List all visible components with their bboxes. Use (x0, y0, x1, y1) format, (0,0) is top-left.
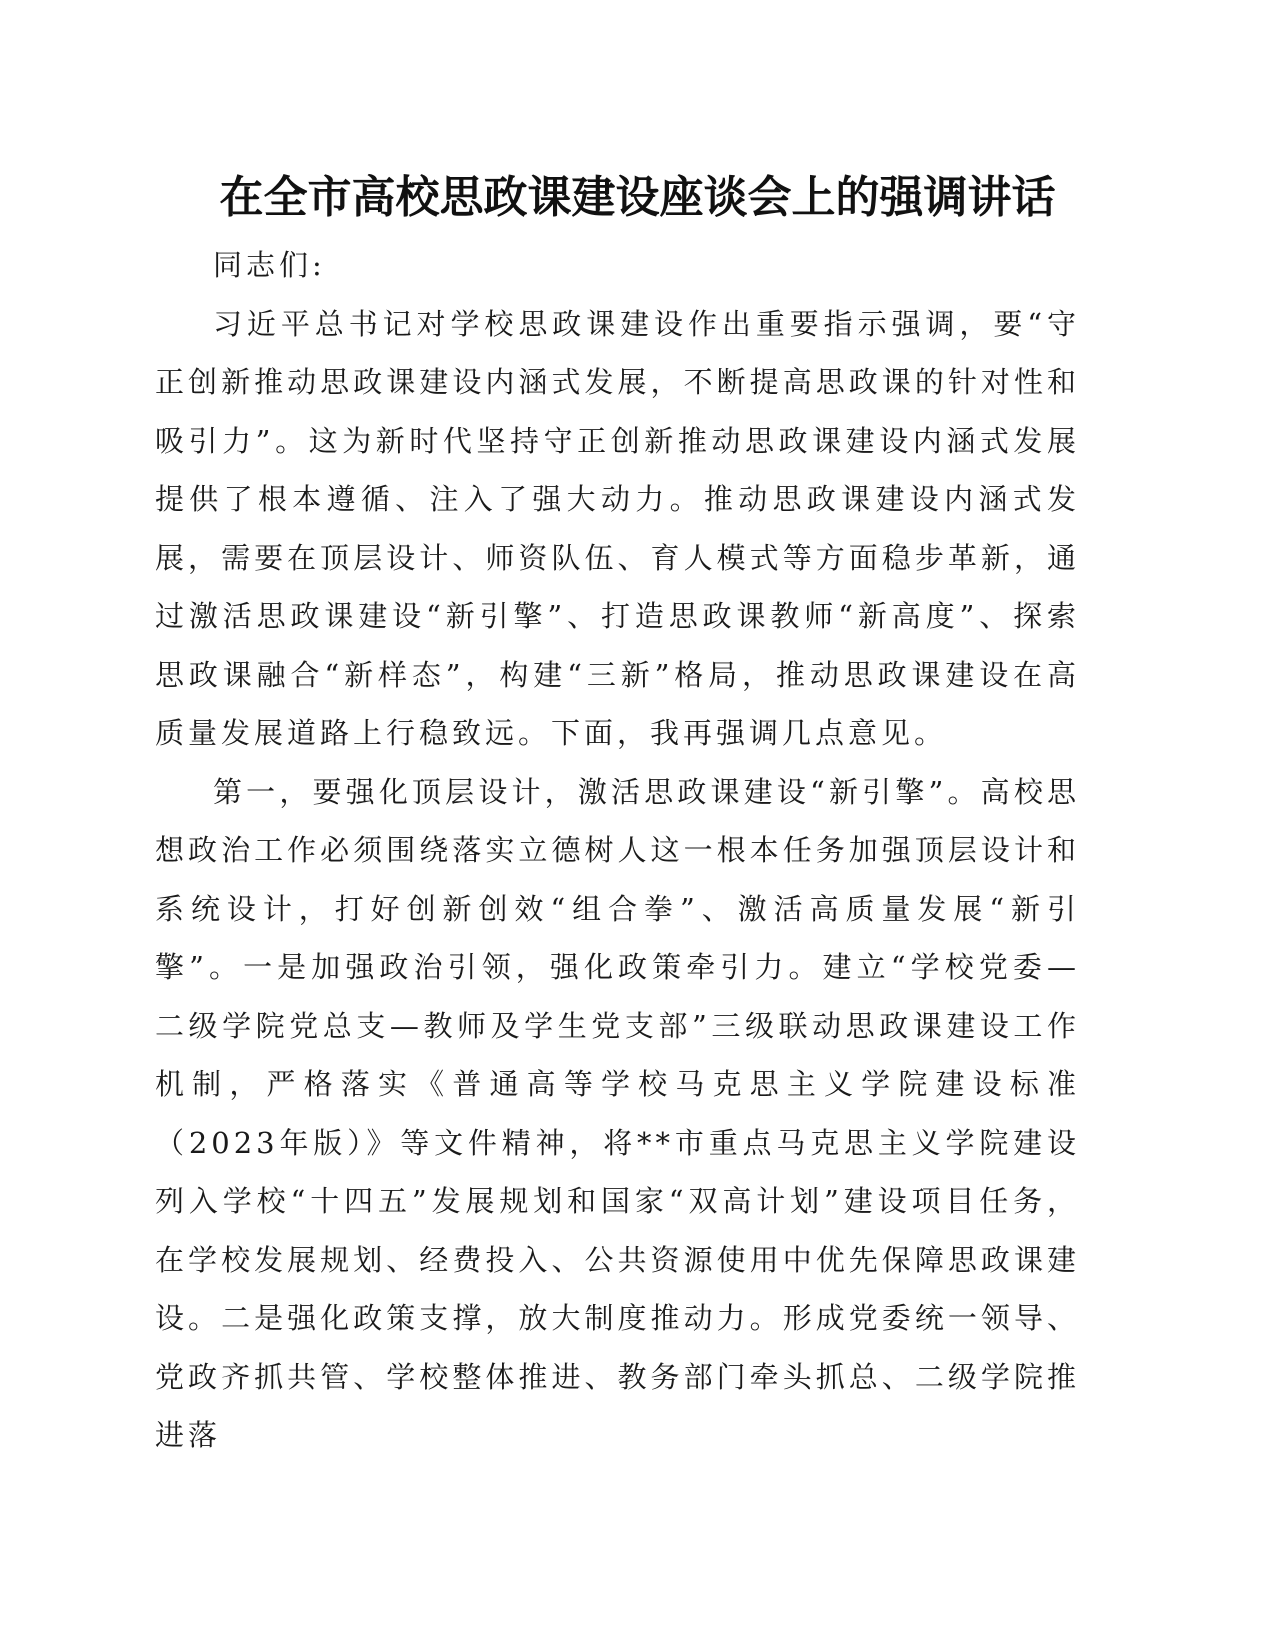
paragraph: 习近平总书记对学校思政课建设作出重要指示强调，要“守正创新推动思政课建设内涵式发展，不断提高思政课的针对性和吸引力”。这为新时代坚持守正创新推动思政课建设内涵式发展提供了根本遵循、注入了强大动力。推动思政课建设内涵式发展，需要在顶层设计、师资队伍、育人模式等方面稳步革新，通过激活思政课建设“新引擎”、打造思政课教师“新高度”、探索思政课融合“新样态”，构建“三新”格局，推动思政课建设在高质量发展道路上行稳致远。下面，我再强调几点意见。 (155, 306, 1080, 750)
document-title: 在全市高校思政课建设座谈会上的强调讲话 (219, 172, 1056, 223)
salutation: 同志们: (213, 248, 326, 282)
paragraph: 第一，要强化顶层设计，激活思政课建设“新引擎”。高校思想政治工作必须围绕落实立德树人这一根本任务加强顶层设计和系统设计，打好创新创效“组合拳”、激活高质量发展“新引擎”。一是加强政治引领，强化政策牵引力。建立“学校党委—二级学院党总支—教师及学生党支部”三级联动思政课建设工作机制，严格落实《普通高等学校马克思主义学院建设标准（2023年版）》等文件精神，将**市重点马克思主义学院建设列入学校“十四五”发展规划和国家“双高计划”建设项目任务，在学校发展规划、经费投入、公共资源使用中优先保障思政课建设。二是强化政策支撑，放大制度推动力。形成党委统一领导、党政齐抓共管、学校整体推进、教务部门牵头抓总、二级学院推进落 (155, 774, 1080, 1452)
document-body (155, 236, 1080, 1465)
